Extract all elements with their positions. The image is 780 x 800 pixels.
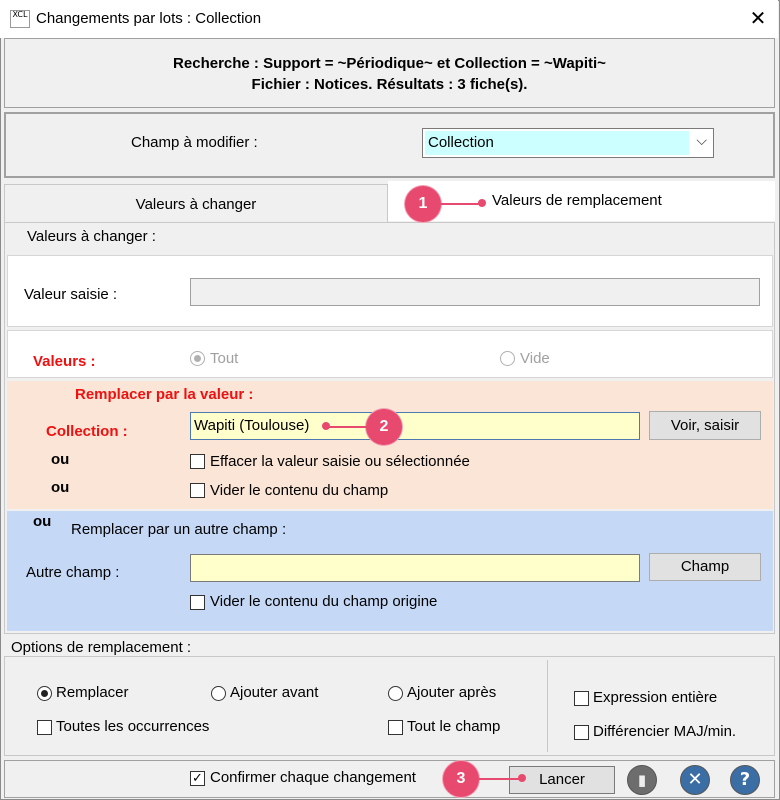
radio-add-after[interactable] (388, 686, 403, 701)
tab-replacement-label: Valeurs de remplacement (492, 192, 662, 209)
chevron-down-icon[interactable]: ⌵ (696, 133, 707, 149)
clear-value-checkbox[interactable] (190, 454, 205, 469)
confirm-checkbox[interactable]: ✓ (190, 771, 205, 786)
whole-expression-label: Expression entière (593, 689, 718, 706)
radio-add-before-label: Ajouter avant (230, 684, 319, 701)
other-field-input[interactable] (190, 554, 640, 582)
case-sensitive-label: Différencier MAJ/min. (593, 723, 737, 740)
badge-2-pointer (328, 426, 368, 428)
empty-field-label: Vider le contenu du champ (210, 482, 389, 499)
window-title: Changements par lots : Collection (36, 10, 262, 27)
options-frame (4, 656, 775, 756)
all-occurrences-checkbox[interactable] (37, 720, 52, 735)
search-criteria: Recherche : Support = ~Périodique~ et Collection = ~Wapiti~ (173, 55, 606, 72)
radio-vide (500, 351, 515, 366)
or-label-3: ou (33, 513, 52, 530)
or-label-1: ou (51, 451, 70, 468)
whole-field-label: Tout le champ (407, 718, 501, 735)
empty-origin-checkbox[interactable] (190, 595, 205, 610)
badge-1-pointer (441, 203, 481, 205)
replace-value-heading: Remplacer par la valeur : (75, 386, 254, 403)
collection-input[interactable]: Wapiti (Toulouse) (190, 412, 640, 440)
values-to-change-heading: Valeurs à changer : (27, 228, 156, 245)
radio-vide-label: Vide (520, 350, 550, 367)
options-divider (547, 660, 548, 752)
badge-3-dot (518, 774, 526, 782)
case-sensitive-checkbox[interactable] (574, 725, 589, 740)
radio-tout-label: Tout (210, 350, 239, 367)
entered-value-input (190, 278, 760, 306)
help-icon[interactable]: ? (730, 765, 760, 795)
badge-3-pointer (479, 778, 521, 780)
field-select-combo[interactable] (422, 128, 714, 158)
values-radio-panel (7, 330, 773, 378)
all-occurrences-label: Toutes les occurrences (56, 718, 210, 735)
clear-value-label: Effacer la valeur saisie ou sélectionnée (210, 453, 470, 470)
radio-replace[interactable] (37, 686, 52, 701)
app-icon: XCL (10, 10, 30, 28)
empty-origin-label: Vider le contenu du champ origine (210, 593, 438, 610)
options-legend: Options de remplacement : (11, 639, 192, 656)
other-field-heading: Remplacer par un autre champ : (71, 521, 287, 538)
tab-values-to-change[interactable]: Valeurs à changer (4, 184, 388, 224)
title-bar (0, 0, 778, 38)
whole-expression-checkbox[interactable] (574, 691, 589, 706)
values-radio-label: Valeurs : (33, 353, 96, 370)
tab-replacement-values[interactable] (388, 181, 775, 221)
whole-field-checkbox[interactable] (388, 720, 403, 735)
or-label-2: ou (51, 479, 70, 496)
close-icon[interactable]: ✕ (749, 6, 767, 30)
other-field-label: Autre champ : (26, 564, 120, 581)
badge-1-dot (478, 199, 486, 207)
confirm-label: Confirmer chaque changement (210, 769, 416, 786)
field-select-value: Collection (425, 131, 689, 155)
badge-2-dot (322, 422, 330, 430)
search-summary (4, 38, 775, 108)
eraser-icon[interactable]: ▮ (627, 765, 657, 795)
field-button[interactable]: Champ (649, 553, 761, 581)
badge-2: 2 (366, 409, 402, 445)
field-select-label: Champ à modifier : (131, 134, 258, 151)
view-enter-button[interactable]: Voir, saisir (649, 411, 761, 440)
radio-tout (190, 351, 205, 366)
radio-add-before[interactable] (211, 686, 226, 701)
cancel-icon[interactable]: ✕ (680, 765, 710, 795)
entered-value-label: Valeur saisie : (24, 286, 118, 303)
run-button[interactable]: Lancer (509, 766, 615, 794)
badge-1: 1 (405, 186, 441, 222)
radio-replace-label: Remplacer (56, 684, 129, 701)
collection-label: Collection : (46, 423, 128, 440)
badge-3: 3 (443, 761, 479, 797)
empty-field-checkbox[interactable] (190, 483, 205, 498)
radio-add-after-label: Ajouter après (407, 684, 497, 701)
results-count: Fichier : Notices. Résultats : 3 fiche(s). (251, 76, 528, 93)
